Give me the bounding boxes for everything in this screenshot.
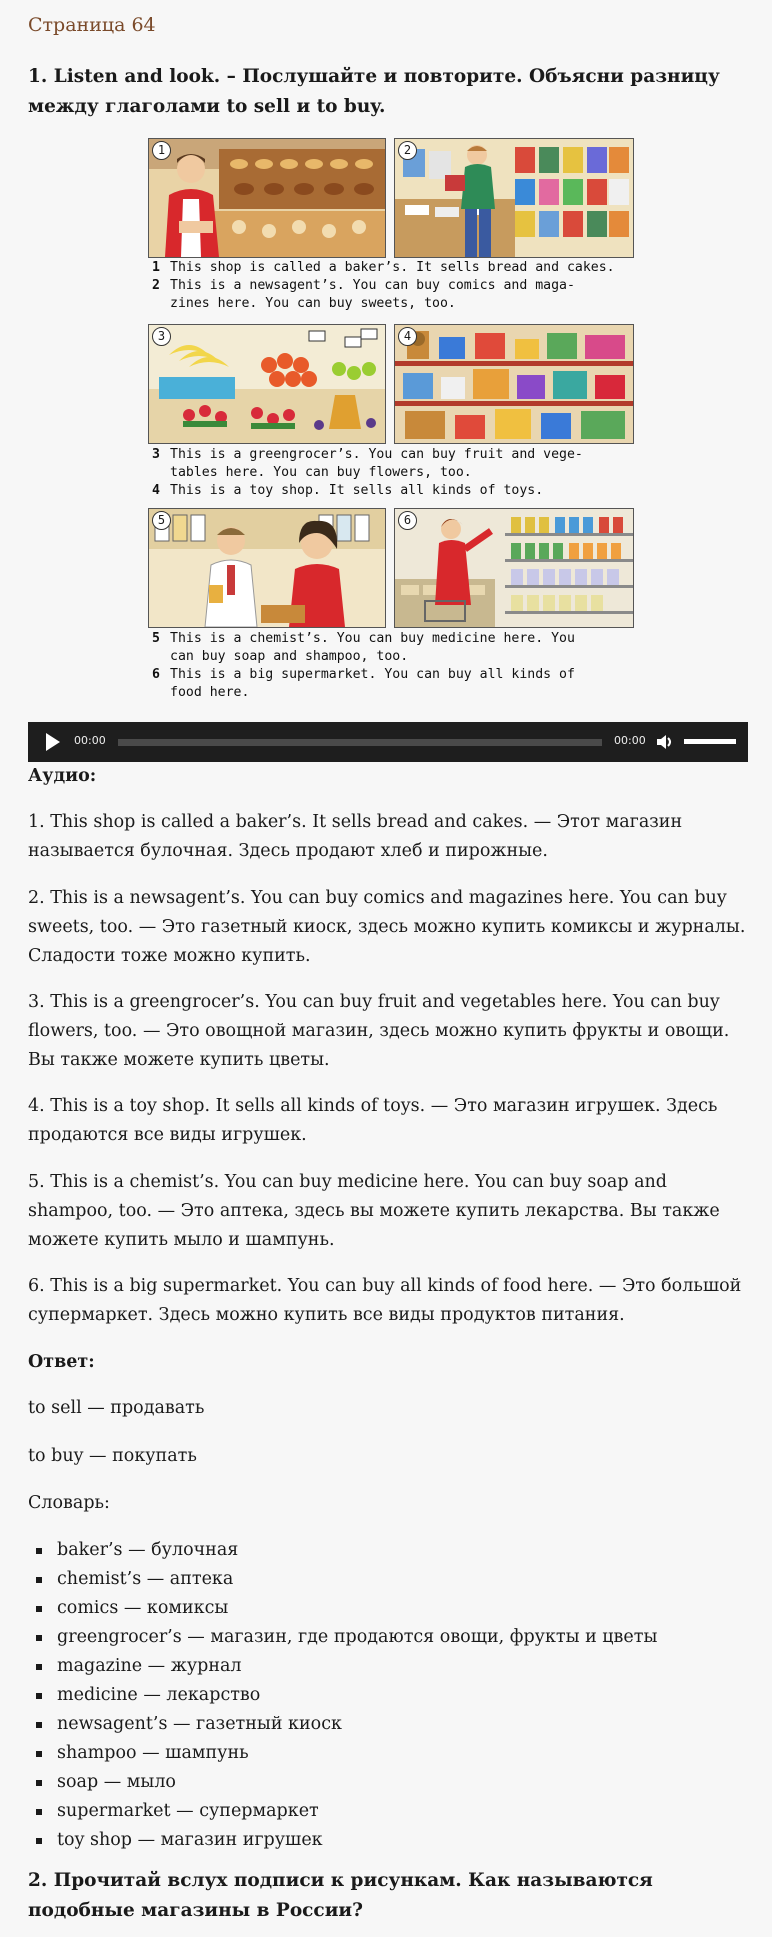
caption-4 [152,482,632,500]
caption-number: 4 [152,483,160,498]
vocab-item: supermarket — супермаркет [28,1797,746,1826]
panel-number: 1 [152,141,171,160]
vocab-item: chemist’s — аптека [28,1565,746,1594]
current-time: 00:00 [74,734,106,747]
newsagents-illustration [395,139,633,257]
vocab-item: medicine — лекарство [28,1681,746,1710]
seek-bar[interactable] [118,739,602,746]
vocab-item: newsagent’s — газетный киоск [28,1710,746,1739]
caption-2 [152,277,632,313]
audio-line-1: 1. This shop is called a baker’s. It sells bread and cakes. — Этот магазин называется булочная. Здесь продают хлеб и пирожные. [28,812,683,861]
panel-chemists-image [148,508,386,628]
caption-6 [152,666,632,702]
supermarket-illustration [395,509,633,627]
caption-text: This shop is called a baker’s. It sells bread and cakes. [170,260,615,275]
bakers-illustration [149,139,385,257]
audio-line-5: 5. This is a chemist’s. You can buy medicine here. You can buy soap and shampoo, too. — Это аптека, здесь вы можете купить лекарства. Вы также можете купить мыло и шампунь. [28,1172,720,1250]
panel-number: 3 [152,327,171,346]
greengrocers-illustration [149,325,385,443]
answer-heading: Ответ: [28,1352,95,1372]
caption-number: 1 [152,260,160,275]
vocab-item: magazine — журнал [28,1652,746,1681]
caption-text: This is a greengrocer’s. You can buy fruit and vege- [170,447,583,462]
vocab-item: comics — комиксы [28,1594,746,1623]
vocab-item: soap — мыло [28,1768,746,1797]
audio-player [28,722,748,762]
panel-number: 4 [398,327,417,346]
volume-icon[interactable] [655,732,675,752]
volume-slider[interactable] [684,739,736,744]
panel-toy-shop-image [394,324,634,444]
vocab-item: toy shop — магазин игрушек [28,1826,746,1855]
panel-number: 2 [398,141,417,160]
audio-line-3: 3. This is a greengrocer’s. You can buy fruit and vegetables here. You can buy flowers, too. — Это овощной магазин, здесь можно купить фрукты и овощи. Вы также можете купить цветы. [28,992,730,1070]
caption-continuation: zines here. You can buy sweets, too. [170,296,456,311]
vocab-item: baker’s — булочная [28,1536,746,1565]
audio-line-4: 4. This is a toy shop. It sells all kinds of toys. — Это магазин игрушек. Здесь продаются все виды игрушек. [28,1096,718,1145]
caption-text: This is a big supermarket. You can buy all kinds of [170,667,575,682]
answer-line-buy: to buy — покупать [28,1446,197,1466]
audio-line-6: 6. This is a big supermarket. You can buy all kinds of food here. — Это большой супермаркет. Здесь можно купить все виды продуктов питания. [28,1276,742,1325]
toy-shop-illustration [395,325,633,443]
caption-number: 6 [152,667,160,682]
caption-number: 5 [152,631,160,646]
vocab-item: shampoo — шампунь [28,1739,746,1768]
audio-line-2: 2. This is a newsagent’s. You can buy comics and magazines here. You can buy sweets, too. — Это газетный киоск, здесь можно купить комиксы и журналы. Сладости тоже можно купить. [28,888,746,966]
chemists-illustration [149,509,385,627]
caption-continuation: food here. [170,685,250,700]
caption-number: 2 [152,278,160,293]
duration: 00:00 [614,734,646,747]
audio-heading: Аудио: [28,766,97,786]
play-icon[interactable] [46,733,60,751]
panel-newsagents-image [394,138,634,258]
panel-number: 6 [398,511,417,530]
panel-bakers-image [148,138,386,258]
caption-3 [152,446,632,482]
vocab-heading: Словарь: [28,1493,110,1513]
task-2-title: 2. Прочитай вслух подписи к рисункам. Как называются подобные магазины в России? [28,1870,653,1921]
answer-line-sell: to sell — продавать [28,1398,205,1418]
vocab-list [28,1536,746,1855]
breadcrumb: Страница 64 [28,14,156,36]
caption-5 [152,630,632,666]
panel-greengrocers-image [148,324,386,444]
panel-number: 5 [152,511,171,530]
caption-text: This is a toy shop. It sells all kinds of toys. [170,483,544,498]
task-1-title: 1. Listen and look. – Послушайте и повторите. Объясни разницу между глаголами to sell и to buy. [28,66,720,117]
caption-text: This is a newsagent’s. You can buy comics and maga- [170,278,575,293]
caption-number: 3 [152,447,160,462]
caption-continuation: can buy soap and shampoo, too. [170,649,409,664]
caption-continuation: tables here. You can buy flowers, too. [170,465,472,480]
textbook-illustration [148,138,634,708]
caption-1 [152,259,632,277]
vocab-item: greengrocer’s — магазин, где продаются овощи, фрукты и цветы [28,1623,746,1652]
caption-text: This is a chemist’s. You can buy medicine here. You [170,631,575,646]
panel-supermarket-image [394,508,634,628]
